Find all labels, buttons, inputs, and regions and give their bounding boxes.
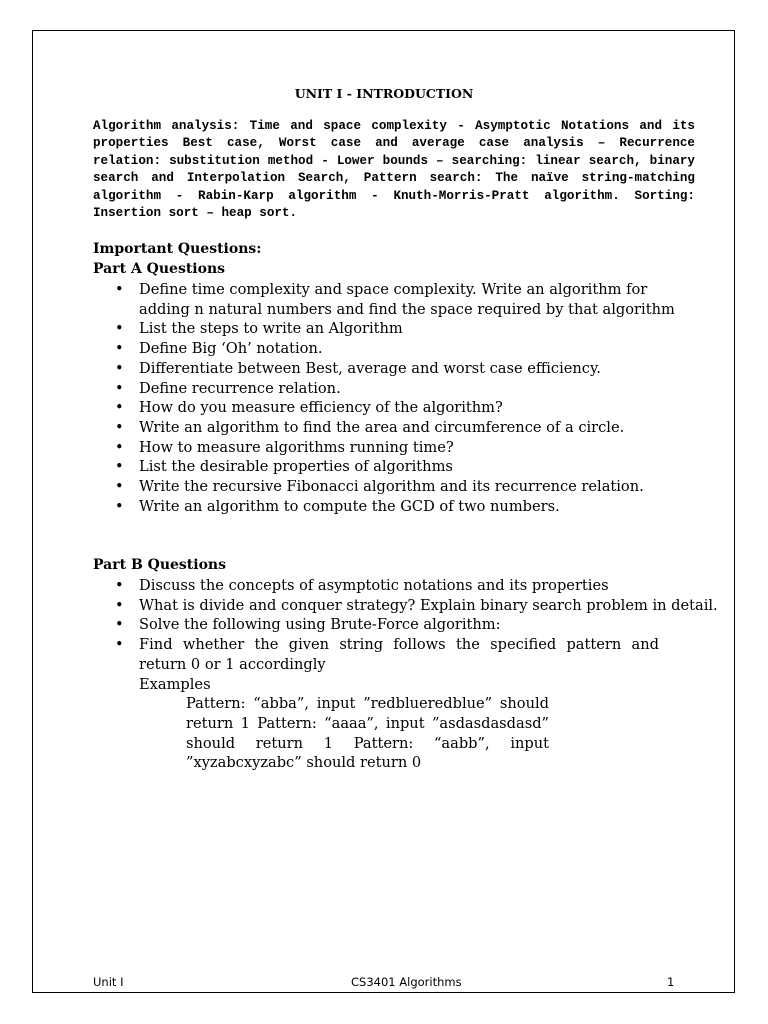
bullet-icon: • bbox=[115, 281, 124, 298]
bullet-icon: • bbox=[115, 497, 124, 515]
list-item: • How to measure algorithms running time? bbox=[115, 438, 454, 456]
footer-course: CS3401 Algorithms bbox=[351, 975, 462, 989]
list-item: • List the steps to write an Algorithm bbox=[115, 320, 403, 338]
bullet-icon: • bbox=[115, 399, 124, 417]
list-item: • Write an algorithm to compute the GCD of two numbers. bbox=[115, 497, 560, 515]
list-item: • Define Big ‘Oh’ notation. bbox=[115, 340, 323, 358]
part-b-list bbox=[93, 576, 753, 773]
list-item: • Find whether the given string follows the specified pattern and return 0 or 1 accordingly Examples Pattern: “abba”, input ”redblueredblue” should return 1 Pattern: “aaaa”, input ”asdasdasdasd” should return 1 Pattern: “aabb”, input ”xyzabcxyzabc” should return 0 bbox=[93, 635, 753, 773]
list-item: • Differentiate between Best, average and worst case efficiency. bbox=[115, 359, 601, 377]
examples-label: Examples bbox=[139, 675, 211, 693]
bullet-icon: • bbox=[115, 379, 124, 397]
list-item: • Write an algorithm to find the area and circumference of a circle. bbox=[115, 418, 625, 436]
list-item: • Solve the following using Brute-Force algorithm: bbox=[115, 616, 501, 634]
list-item: • Define recurrence relation. bbox=[115, 379, 341, 397]
bullet-icon: • bbox=[115, 340, 124, 358]
part-b-heading: Part B Questions bbox=[93, 557, 226, 573]
list-item: • How do you measure efficiency of the algorithm? bbox=[115, 399, 503, 417]
footer-unit: Unit I bbox=[93, 975, 124, 989]
part-a-list bbox=[93, 280, 753, 516]
list-item: • What is divide and conquer strategy? Explain binary search problem in detail. bbox=[115, 596, 718, 614]
bullet-icon: • bbox=[115, 596, 124, 614]
bullet-icon: • bbox=[115, 359, 124, 377]
important-questions-heading: Important Questions: bbox=[93, 241, 262, 257]
bullet-icon: • bbox=[115, 438, 124, 456]
bullet-icon: • bbox=[115, 458, 124, 476]
list-item: • Write the recursive Fibonacci algorithm and its recurrence relation. bbox=[115, 478, 644, 496]
bullet-icon: • bbox=[115, 616, 124, 634]
list-item: • Discuss the concepts of asymptotic notations and its properties bbox=[115, 577, 609, 594]
bullet-icon: • bbox=[115, 636, 124, 654]
unit-title: UNIT I - INTRODUCTION bbox=[294, 86, 474, 101]
syllabus-text: Algorithm analysis: Time and space complexity - Asymptotic Notations and its properties Best case, Worst case and average case analysis – Recurrence relation: substitution method - Lower bounds – searching: linear search, binary search and Interpolation Search, Pattern search: The naïve string-matching algorithm - Rabin-Karp algorithm - Knuth-Morris-Pratt algorithm. Sorting: Insertion sort – heap sort. bbox=[93, 119, 695, 221]
bullet-icon: • bbox=[115, 320, 124, 338]
bullet-icon: • bbox=[115, 577, 124, 594]
list-item: • List the desirable properties of algorithms bbox=[115, 458, 453, 476]
pattern-examples: Pattern: “abba”, input ”redblueredblue” should return 1 Pattern: “aaaa”, input ”asdasdasdasd” should return 1 Pattern: “aabb”, input ”xyzabcxyzabc” should return 0 bbox=[186, 695, 549, 772]
bullet-icon: • bbox=[115, 418, 124, 436]
bullet-icon: • bbox=[115, 478, 124, 496]
footer-page-number: 1 bbox=[667, 975, 675, 989]
list-item: • Define time complexity and space complexity. Write an algorithm for adding n natural numbers and find the space required by that algorithm bbox=[115, 281, 675, 318]
part-a-heading: Part A Questions bbox=[93, 261, 226, 277]
